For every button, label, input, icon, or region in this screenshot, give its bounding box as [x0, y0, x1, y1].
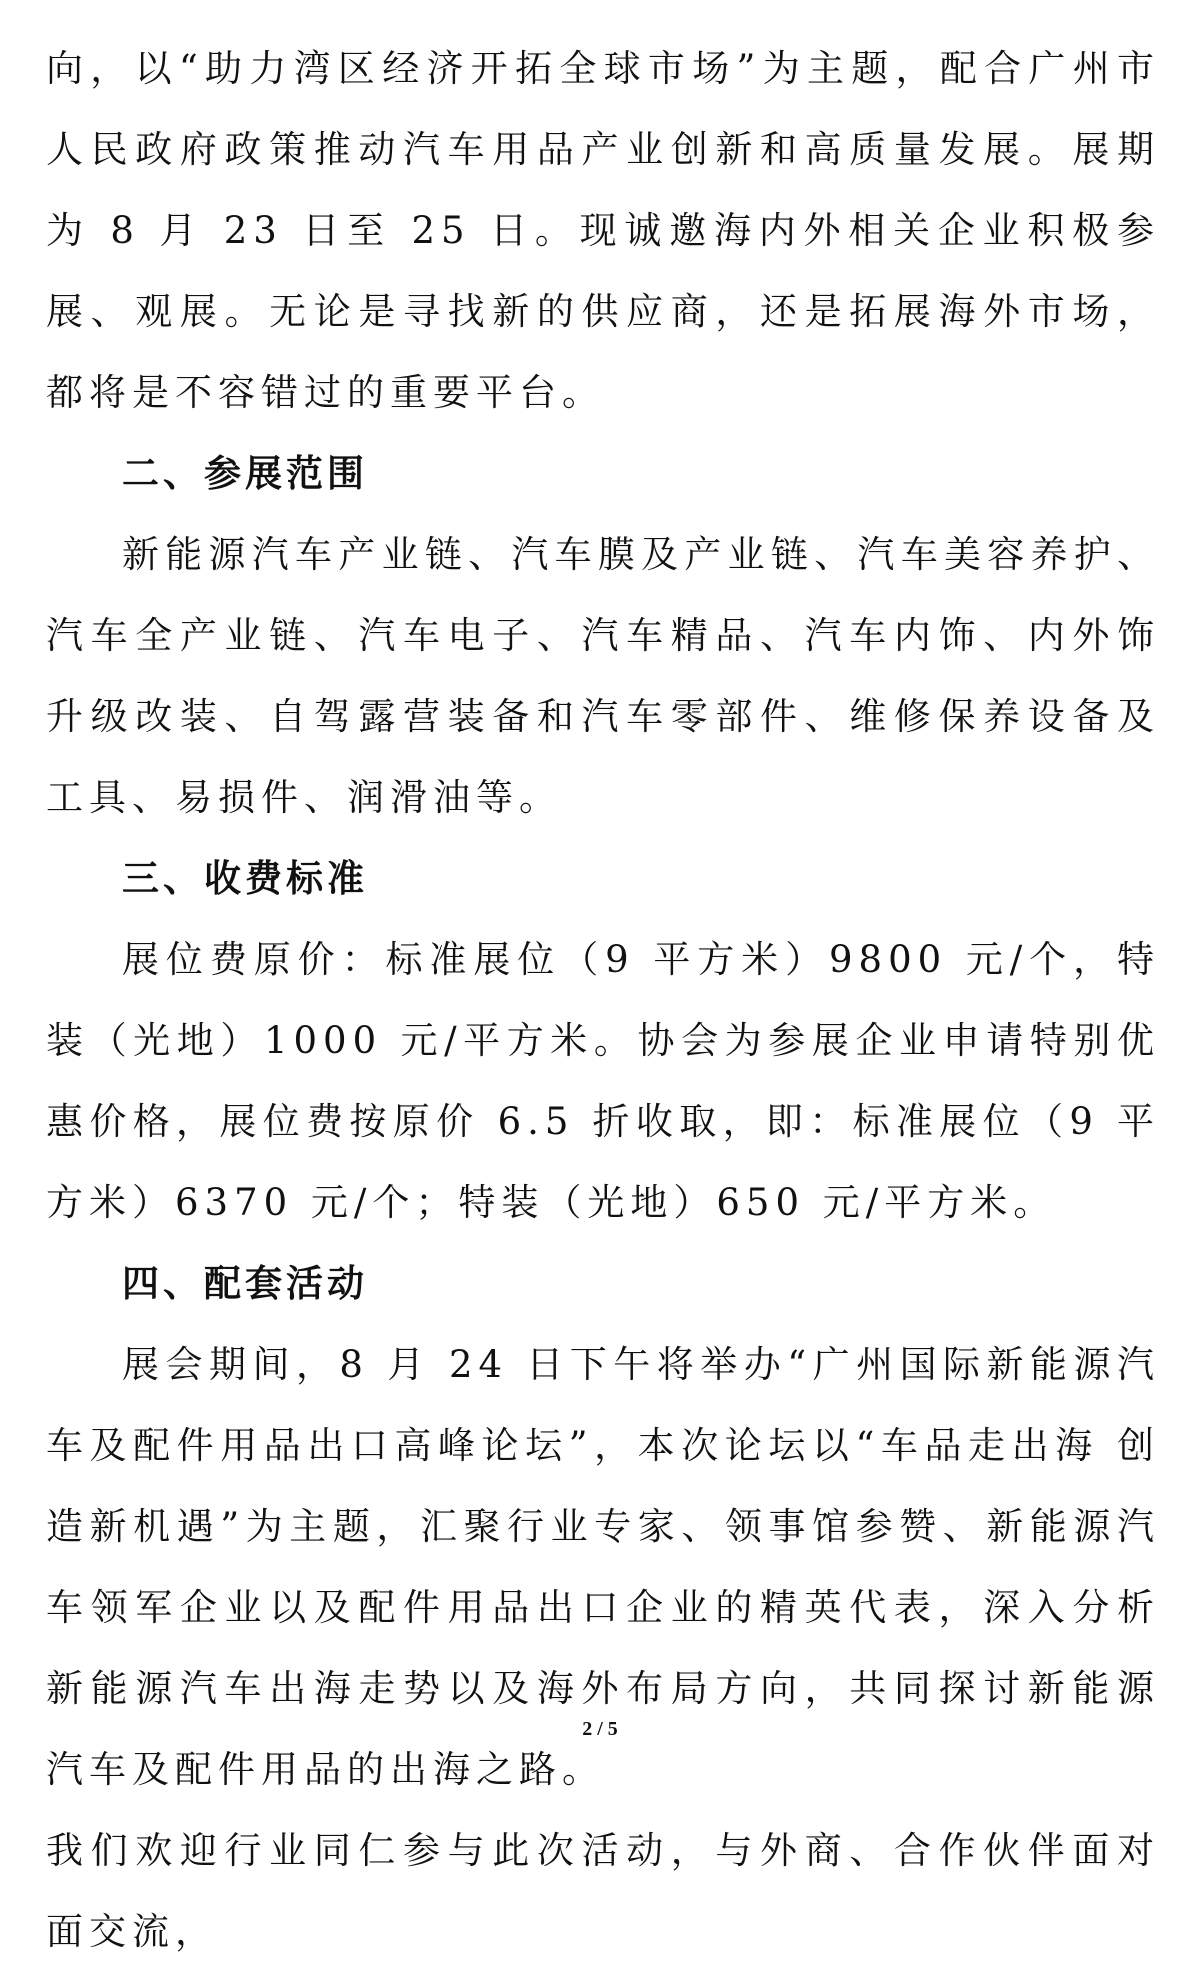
heading-supporting-activities: 四、配套活动 — [122, 1262, 368, 1305]
paragraph-exhibit-scope: 新能源汽车产业链、汽车膜及产业链、汽车美容养护、汽车全产业链、汽车电子、汽车精品、汽车内饰、内外饰升级改装、自驾露营装备和汽车零部件、维修保养设备及工具、易损件、润滑油等。 — [46, 533, 1160, 819]
paragraph-fee-standard: 展位费原价：标准展位（9 平方米）9800 元/个，特装（光地）1000 元/平方米。协会为参展企业申请特别优惠价格，展位费按原价 6.5 折收取，即：标准展位（9 平方米）6370 元/个；特装（光地）650 元/平方米。 — [46, 938, 1160, 1224]
paragraph-supporting-activities: 展会期间，8 月 24 日下午将举办“广州国际新能源汽车及配件用品出口高峰论坛”，本次论坛以“车品走出海 创造新机遇”为主题，汇聚行业专家、领事馆参赞、新能源汽车领军企业以及配件用品出口企业的精英代表，深入分析新能源汽车出海走势以及海外布局方向，共同探讨新能源汽车及配件用品的出海之路。 — [46, 1343, 1160, 1791]
heading-fee-standard: 三、收费标准 — [122, 857, 368, 900]
page-number: 2 / 5 — [582, 1718, 618, 1740]
heading-exhibit-scope: 二、参展范围 — [122, 452, 368, 495]
document-body — [46, 28, 1160, 1972]
paragraph-intro-continued: 向，以“助力湾区经济开拓全球市场”为主题，配合广州市人民政府政策推动汽车用品产业创新和高质量发展。展期为 8 月 23 日至 25 日。现诚邀海内外相关企业积极参展、观展。无论是寻找新的供应商，还是拓展海外市场，都将是不容错过的重要平台。 — [46, 47, 1160, 414]
paragraph-welcome: 我们欢迎行业同仁参与此次活动，与外商、合作伙伴面对面交流， — [46, 1829, 1160, 1953]
